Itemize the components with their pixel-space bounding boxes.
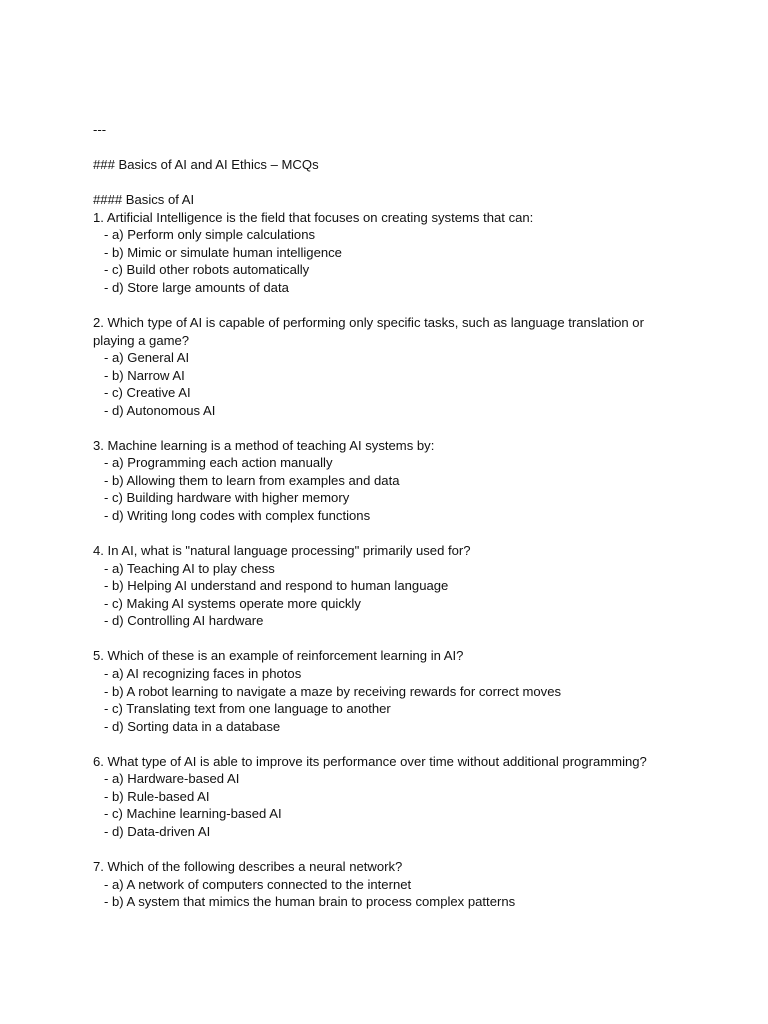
option-d: - d) Writing long codes with complex functions	[104, 508, 371, 524]
option-d: - d) Data-driven AI	[104, 823, 211, 839]
option-a: - a) Teaching AI to play chess	[104, 560, 275, 576]
option-c: - c) Creative AI	[104, 385, 191, 401]
spacer	[93, 174, 693, 192]
option-d: - d) Autonomous AI	[104, 402, 216, 418]
question-text: 7. Which of the following describes a neural network?	[93, 858, 403, 874]
separator-line: ---	[93, 122, 107, 137]
option-b: - b) A system that mimics the human brain to process complex patterns	[104, 894, 516, 910]
option-c: - c) Machine learning-based AI	[104, 806, 282, 822]
question-text: 2. Which type of AI is capable of performing only specific tasks, such as language translation or playing a game?	[93, 315, 644, 348]
option-a: - a) AI recognizing faces in photos	[104, 665, 302, 681]
option-a: - a) A network of computers connected to the internet	[104, 876, 412, 892]
spacer	[93, 139, 693, 157]
option-c: - c) Translating text from one language to another	[104, 701, 391, 717]
option-d: - d) Sorting data in a database	[104, 718, 281, 734]
option-b: - b) Mimic or simulate human intelligence	[104, 244, 342, 260]
option-a: - a) General AI	[104, 350, 190, 366]
option-c: - c) Making AI systems operate more quickly	[104, 595, 361, 611]
spacer	[93, 525, 693, 543]
spacer	[93, 296, 693, 314]
option-b: - b) Helping AI understand and respond to human language	[104, 578, 449, 594]
spacer	[93, 735, 693, 753]
question-4	[93, 542, 693, 630]
option-a: - a) Hardware-based AI	[104, 771, 240, 787]
option-d: - d) Store large amounts of data	[104, 279, 289, 295]
question-1	[93, 209, 693, 297]
question-text: 6. What type of AI is able to improve its performance over time without additional programming?	[93, 753, 647, 769]
question-text: 4. In AI, what is "natural language processing" primarily used for?	[93, 543, 471, 559]
question-6	[93, 753, 693, 841]
section-heading: #### Basics of AI	[93, 192, 195, 208]
option-a: - a) Perform only simple calculations	[104, 227, 316, 243]
option-b: - b) Allowing them to learn from examples and data	[104, 472, 400, 488]
question-3	[93, 437, 693, 525]
spacer	[93, 419, 693, 437]
question-text: 3. Machine learning is a method of teaching AI systems by:	[93, 437, 435, 453]
question-text: 1. Artificial Intelligence is the field that focuses on creating systems that can:	[93, 209, 534, 225]
question-7	[93, 858, 693, 911]
question-2	[93, 314, 693, 419]
option-a: - a) Programming each action manually	[104, 455, 333, 471]
option-b: - b) Narrow AI	[104, 367, 185, 383]
question-5	[93, 647, 693, 735]
question-text: 5. Which of these is an example of reinforcement learning in AI?	[93, 648, 464, 664]
document-title: ### Basics of AI and AI Ethics – MCQs	[93, 157, 319, 173]
spacer	[93, 840, 693, 858]
option-c: - c) Building hardware with higher memory	[104, 490, 350, 506]
document-content	[93, 121, 693, 911]
option-b: - b) A robot learning to navigate a maze by receiving rewards for correct moves	[104, 683, 562, 699]
option-b: - b) Rule-based AI	[104, 788, 210, 804]
spacer	[93, 630, 693, 648]
option-d: - d) Controlling AI hardware	[104, 613, 264, 629]
option-c: - c) Build other robots automatically	[104, 262, 310, 278]
